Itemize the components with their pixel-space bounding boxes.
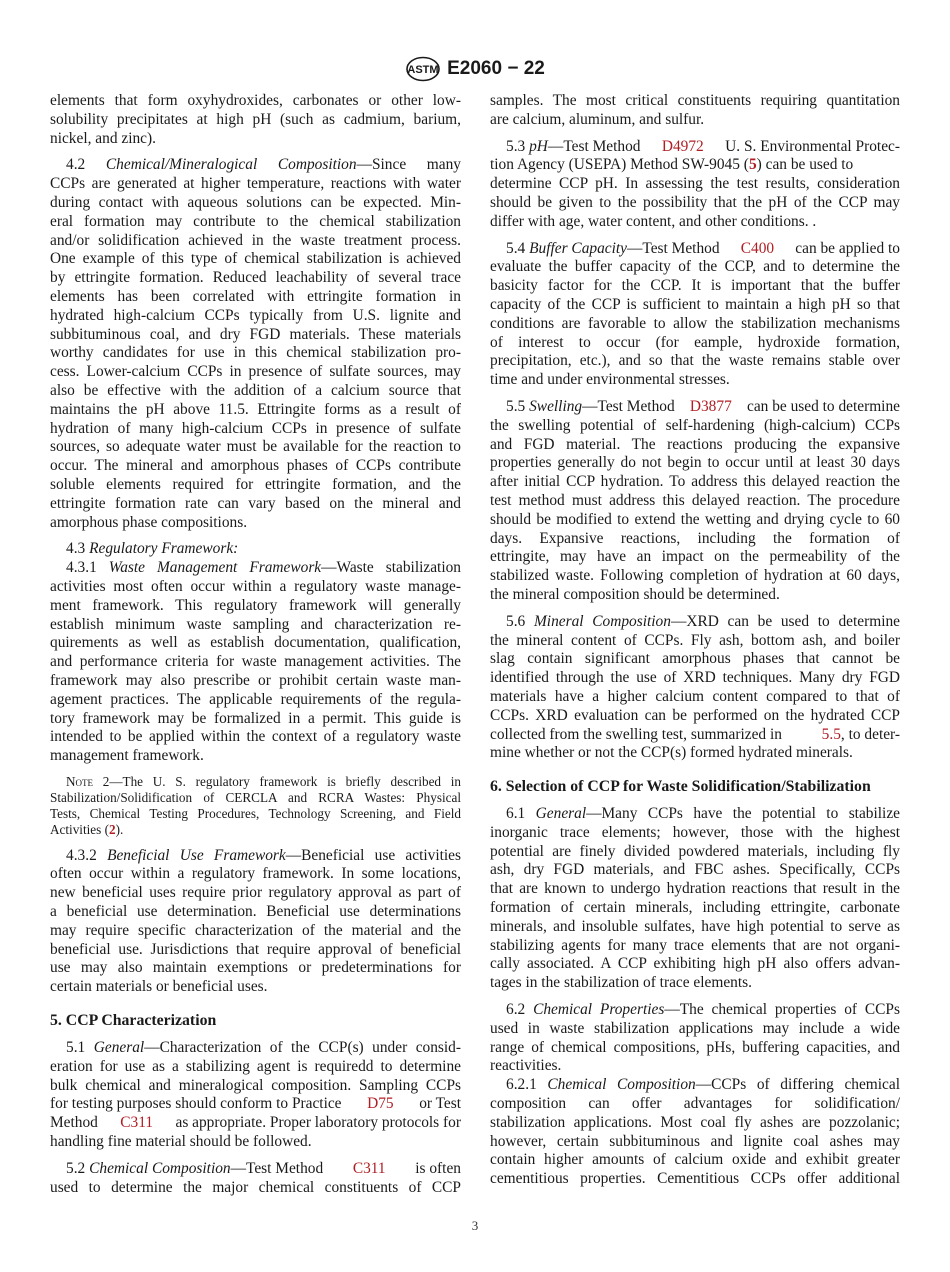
text-line: elements has been correlated with ettringite formation in	[50, 287, 461, 305]
section-4-3-1	[50, 559, 461, 766]
section-4-2	[50, 156, 461, 532]
text-line: often occur within a regulatory framework. In some locations,	[50, 865, 461, 883]
text-line: ment framework. This regulatory framework will generally	[50, 596, 461, 614]
text-line: evaluate the buffer capacity of the CCP, and to determine the	[490, 258, 900, 276]
text-line: new beneficial uses require prior regulatory approval as part of	[50, 884, 461, 902]
text-line: determine CCP pH. In assessing the test results, consideration	[490, 175, 900, 193]
text: Method	[50, 1114, 98, 1132]
section-title: Buffer Capacity	[529, 239, 627, 257]
note-2	[50, 774, 461, 839]
text-line: elements that form oxyhydroxides, carbonates or other low-	[50, 92, 461, 109]
section-first-line	[50, 847, 461, 866]
text: —Test Method	[547, 137, 641, 155]
text-line: composition can offer advantages for solidification/	[490, 1095, 900, 1113]
text: collected from the swelling test, summarized in	[490, 725, 782, 743]
text-line: solubility precipitates at high pH (such as cadmium, barium,	[50, 110, 461, 128]
section-5-2	[50, 1160, 461, 1198]
text: —Waste stabilization	[321, 559, 461, 577]
text-line: a beneficial use determination. Beneficial use determinations	[50, 903, 461, 921]
text-line: potential are finely divided powdered materials, including fly	[490, 842, 900, 860]
section-title: Mineral Composition	[533, 612, 671, 630]
page-header	[0, 54, 950, 84]
text-line	[490, 726, 900, 745]
text-line: hydration of many high-calcium CCPs in presence of sulfate	[50, 419, 461, 437]
text-line: stabilization applications. Most coal fly ashes are pozzolanic;	[490, 1113, 900, 1131]
section-6-heading: 6. Selection of CCP for Waste Solidification/Stabilization	[490, 778, 871, 796]
text-line: sources, so adequate water must be available for the reaction to	[50, 438, 461, 456]
text: for testing purposes should conform to Practice	[50, 1095, 342, 1113]
section-number: 4.3.2	[66, 846, 97, 864]
section-5-6	[490, 613, 900, 763]
text-line: conditions are favorable to allow the stabilization mechanisms	[490, 314, 900, 332]
section-title: Waste Management Framework	[108, 559, 322, 577]
text-line: One example of this type of chemical stabilization is achieved	[50, 250, 461, 268]
text-line: ash, dry FGD materials, and FBC ashes. Specifically, CCPs	[490, 861, 900, 879]
section-number: 6.2.1	[506, 1076, 537, 1094]
section-first-line	[50, 1039, 461, 1058]
page-number: 3	[471, 1218, 479, 1233]
text-line: maintains the pH above 11.5. Ettringite forms as a result of	[50, 400, 461, 418]
section-first-line	[50, 156, 461, 175]
section-5-heading: 5. CCP Characterization	[50, 1012, 217, 1030]
text: —The chemical properties of CCPs	[664, 1001, 900, 1019]
text-line: activities most often occur within a regulatory waste manage-	[50, 577, 461, 595]
section-number: 4.3.1	[66, 559, 97, 577]
text-line: amorphous phase compositions.	[50, 513, 248, 531]
section-title: Regulatory Framework:	[89, 540, 239, 558]
text-line: properties generally do not begin to occur until at least 30 days	[490, 454, 900, 472]
text: U. S. Environmental Protec-	[725, 137, 900, 155]
text-line: stabilized waste. Following completion of hydration at 60 days,	[490, 567, 900, 585]
text-line: samples. The most critical constituents requiring quantitation	[490, 92, 900, 109]
section-title: Beneficial Use Framework	[107, 846, 286, 864]
note-last-line	[50, 822, 461, 838]
paragraph-continuation	[50, 92, 461, 148]
section-first-line	[490, 1076, 900, 1095]
text-line: CCPs. XRD evaluation can be performed on the hydrated CCP	[490, 706, 900, 724]
text-line: eration for use as a stabilizing agent is requiredd to determine	[50, 1057, 461, 1075]
text-line: ettringite formation rate can vary based on the mineral and	[50, 494, 461, 512]
section-6-2	[490, 1001, 900, 1076]
text-line: that are known to undergo hydration reactions that result in the	[490, 880, 900, 898]
text: —Test Method	[230, 1159, 324, 1177]
text: can be used to determine	[746, 397, 900, 415]
text-line: nickel, and zinc).	[50, 129, 156, 147]
standard-link-c400[interactable]: C400	[740, 239, 775, 257]
text-line: should be modified to extend the wetting and drying cycle to 60	[490, 510, 900, 528]
text: —Characterization of the CCP(s) under consid-	[144, 1039, 462, 1057]
section-first-line	[490, 805, 900, 824]
section-number: 5.4	[506, 239, 526, 257]
text: , to deter-	[840, 725, 900, 743]
text-line: during contact with aqueous solutions can be expected. Min-	[50, 193, 461, 211]
text: —Beneficial use activities	[285, 846, 461, 864]
section-number: 6.2	[506, 1001, 526, 1019]
standard-link-c311[interactable]: C311	[120, 1114, 154, 1132]
section-5-1	[50, 1039, 461, 1152]
text-line: differ with age, water content, and other conditions. .	[490, 212, 817, 230]
text-line: quirements as well as establish documentation, qualification,	[50, 634, 461, 652]
text-line: identified through the use of XRD techniques. Many dry FGD	[490, 669, 900, 687]
text-line: tory framework may be formalized in a permit. This guide is	[50, 709, 461, 727]
section-4-3-2	[50, 847, 461, 997]
text-line: bulk chemical and mineralogical composition. Sampling CCPs	[50, 1076, 461, 1094]
text-line: framework may also prescribe or prohibit certain waste man-	[50, 671, 461, 689]
left-column	[50, 92, 461, 1205]
section-first-line	[50, 540, 461, 559]
text: —Test Method	[582, 397, 675, 415]
text-line: formation of certain minerals, including ettringite, carbonate	[490, 899, 900, 917]
section-6-2-1	[490, 1076, 900, 1189]
section-4-3	[50, 540, 461, 559]
text: or Test	[419, 1095, 461, 1113]
text-line	[490, 156, 900, 175]
text-line: however, certain subbituminous and lignite coal ashes may	[490, 1132, 900, 1150]
text-line: used to determine the major chemical constituents of CCP	[50, 1178, 461, 1196]
section-number: 4.2	[66, 156, 86, 174]
text-line: the mineral composition should be determined.	[490, 585, 780, 603]
text: —XRD can be used to determine	[670, 612, 900, 630]
text-line: cally associated. A CCP exhibiting high pH also offers advan-	[490, 955, 900, 973]
section-number: 5.1	[66, 1039, 86, 1057]
section-first-line	[490, 1001, 900, 1020]
standard-link-d4972[interactable]: D4972	[661, 137, 704, 155]
section-title: Swelling	[529, 397, 583, 415]
text-line: stabilizing agents for many trace elements that are not organi-	[490, 936, 900, 954]
section-title: Chemical/Mineralogical Composition	[105, 156, 357, 174]
text: ) can be used to	[756, 156, 854, 174]
standard-link-d75[interactable]: D75	[367, 1095, 394, 1113]
svg-text:ASTM: ASTM	[407, 64, 439, 76]
text-line	[50, 1095, 461, 1114]
text-line: of interest to occur (for eample, hydroxide formation,	[490, 333, 900, 351]
section-6-1	[490, 805, 900, 993]
text-line: hydrated high-calcium CCPs typically from U.S. lignite and	[50, 306, 461, 324]
text-line: management framework.	[50, 747, 204, 765]
text-line: and FGD material. The reactions producing the expansive	[490, 435, 900, 453]
text-line: basicity factor for the CCP. It is important that the buffer	[490, 277, 900, 295]
text-line: the swelling potential of self-hardening (high-calcium) CCPs	[490, 416, 900, 434]
section-title: General	[93, 1039, 145, 1057]
standard-link-c311[interactable]: C311	[352, 1159, 386, 1177]
text-line: cess. Lower-calcium CCPs in presence of sulfate sources, may	[50, 363, 461, 381]
text-line: may require specific characterization of the material and the	[50, 921, 461, 939]
reference-link[interactable]: 5	[748, 156, 757, 174]
text: —CCPs of differing chemical	[695, 1076, 900, 1094]
standard-link-d3877[interactable]: D3877	[689, 397, 732, 415]
text-line: tages in the stabilization of trace elements.	[490, 974, 752, 992]
paragraph-continuation	[490, 92, 900, 130]
text: Activities (	[50, 822, 109, 838]
text-line: certain materials or beneficial uses.	[50, 978, 268, 996]
text-line: time and under environmental stresses.	[490, 371, 730, 389]
text: can be applied to	[795, 239, 900, 257]
section-number: 5.3	[506, 137, 526, 155]
text-line: precipitation, etc.), and so that the waste remains stable over	[490, 352, 900, 370]
text-line: after initial CCP hydration. To address this delayed reaction the	[490, 473, 900, 491]
text-line: should be given to the possibility that the pH of the CCP may	[490, 193, 900, 211]
section-first-line	[490, 240, 900, 259]
text-line: and performance criteria for waste management activities. The	[50, 653, 461, 671]
text-line: and/or solidification achieved in the waste treatment process.	[50, 231, 461, 249]
note-label: Note	[66, 773, 94, 789]
section-first-line	[490, 398, 900, 417]
text-line: eral formation may contribute to the chemical stabilization	[50, 212, 461, 230]
section-title: pH	[529, 137, 548, 155]
text-line: beneficial use. Jurisdictions that require approval of beneficial	[50, 940, 461, 958]
section-title: Chemical Properties	[533, 1001, 665, 1019]
text: is often	[415, 1159, 461, 1177]
text: as appropriate. Proper laboratory protocols for	[175, 1114, 461, 1132]
text-line: agement practices. The applicable requirements of the regula-	[50, 690, 461, 708]
section-number: 4.3	[66, 540, 86, 558]
text-line: intended to be applied within the context of a regulatory waste	[50, 728, 461, 746]
text-line: soluble elements required for ettringite formation, and the	[50, 475, 461, 493]
text-line: reactivities.	[490, 1057, 562, 1075]
text: tion Agency (USEPA) Method SW-9045 (	[490, 156, 749, 174]
text-line: inorganic trace elements; however, those with the highest	[490, 823, 900, 841]
section-first-line	[50, 559, 461, 578]
section-title: General	[535, 805, 587, 823]
section-5-5	[490, 398, 900, 605]
text-line: days. Expansive reactions, including the formation of	[490, 529, 900, 547]
text-line: CCPs are generated at higher temperature, reactions with water	[50, 175, 461, 193]
text-line: by ettringite formation. Reduced leachability of several trace	[50, 269, 461, 287]
section-5-3	[490, 138, 900, 232]
text: 2—The U. S. regulatory framework is briefly described in	[93, 773, 461, 789]
section-5-4	[490, 240, 900, 390]
text-line: mine whether or not the CCP(s) formed hydrated minerals.	[490, 744, 853, 762]
text-line: slag contain significant amorphous phases that cannot be	[490, 650, 900, 668]
text-line: minerals, and insoluble sulfates, have high potential to serve as	[490, 917, 900, 935]
document-id: E2060 − 22	[447, 58, 545, 79]
section-number: 5.2	[66, 1159, 86, 1177]
text-line: occur. The mineral and amorphous phases of CCPs contribute	[50, 457, 461, 475]
text: —Since many	[356, 156, 461, 174]
text-line: contain higher amounts of calcium oxide and exhibit greater	[490, 1151, 900, 1169]
section-link-5-5[interactable]: 5.5	[821, 725, 841, 743]
text-line: also be effective with the addition of a calcium source that	[50, 381, 461, 399]
text-line: Stabilization/Solidification of CERCLA and RCRA Wastes: Physical	[50, 790, 461, 806]
text-line: cementitious properties. Cementitious CCPs offer additional	[490, 1170, 900, 1188]
text-line: ettringite, may have an impact on the permeability of the	[490, 548, 900, 566]
text-line: worthy candidates for use in this chemical stabilization pro-	[50, 344, 461, 362]
section-number: 5.6	[506, 612, 526, 630]
text-line: use may also maintain exemptions or predeterminations for	[50, 959, 461, 977]
section-first-line	[490, 138, 900, 157]
section-first-line	[50, 1160, 461, 1179]
text-line: used in waste stabilization applications may include a wide	[490, 1019, 900, 1037]
text-line	[50, 1114, 461, 1133]
text-line: capacity of the CCP is sufficient to maintain a high pH so that	[490, 295, 900, 313]
text-line: test method must address this delayed reaction. The procedure	[490, 491, 900, 509]
text-line: establish minimum waste sampling and characterization re-	[50, 615, 461, 633]
text: —Many CCPs have the potential to stabilize	[586, 805, 900, 823]
text: —Test Method	[627, 239, 720, 257]
text-line: handling fine material should be followed.	[50, 1133, 312, 1150]
right-column	[490, 92, 900, 1197]
section-number: 5.5	[506, 397, 526, 415]
text: ).	[115, 822, 124, 838]
note-first-line	[50, 774, 461, 790]
text-line: Tests, Chemical Testing Procedures, Technology Screening, and Field	[50, 806, 461, 822]
text-line: materials have a higher calcium content compared to that of	[490, 687, 900, 705]
text-line: the mineral content of CCPs. Fly ash, bottom ash, and boiler	[490, 631, 900, 649]
text-line: range of chemical compositions, pHs, buffering capacities, and	[490, 1038, 900, 1056]
text-line: are calcium, aluminum, and sulfur.	[490, 110, 705, 128]
section-title: Chemical Composition	[547, 1076, 696, 1094]
reference-link[interactable]: 2	[108, 822, 116, 838]
section-number: 6.1	[506, 805, 526, 823]
section-first-line	[490, 613, 900, 632]
astm-logo-icon	[405, 56, 441, 82]
text-line: subbituminous coal, and dry FGD materials. These materials	[50, 325, 461, 343]
section-title: Chemical Composition	[89, 1159, 231, 1177]
